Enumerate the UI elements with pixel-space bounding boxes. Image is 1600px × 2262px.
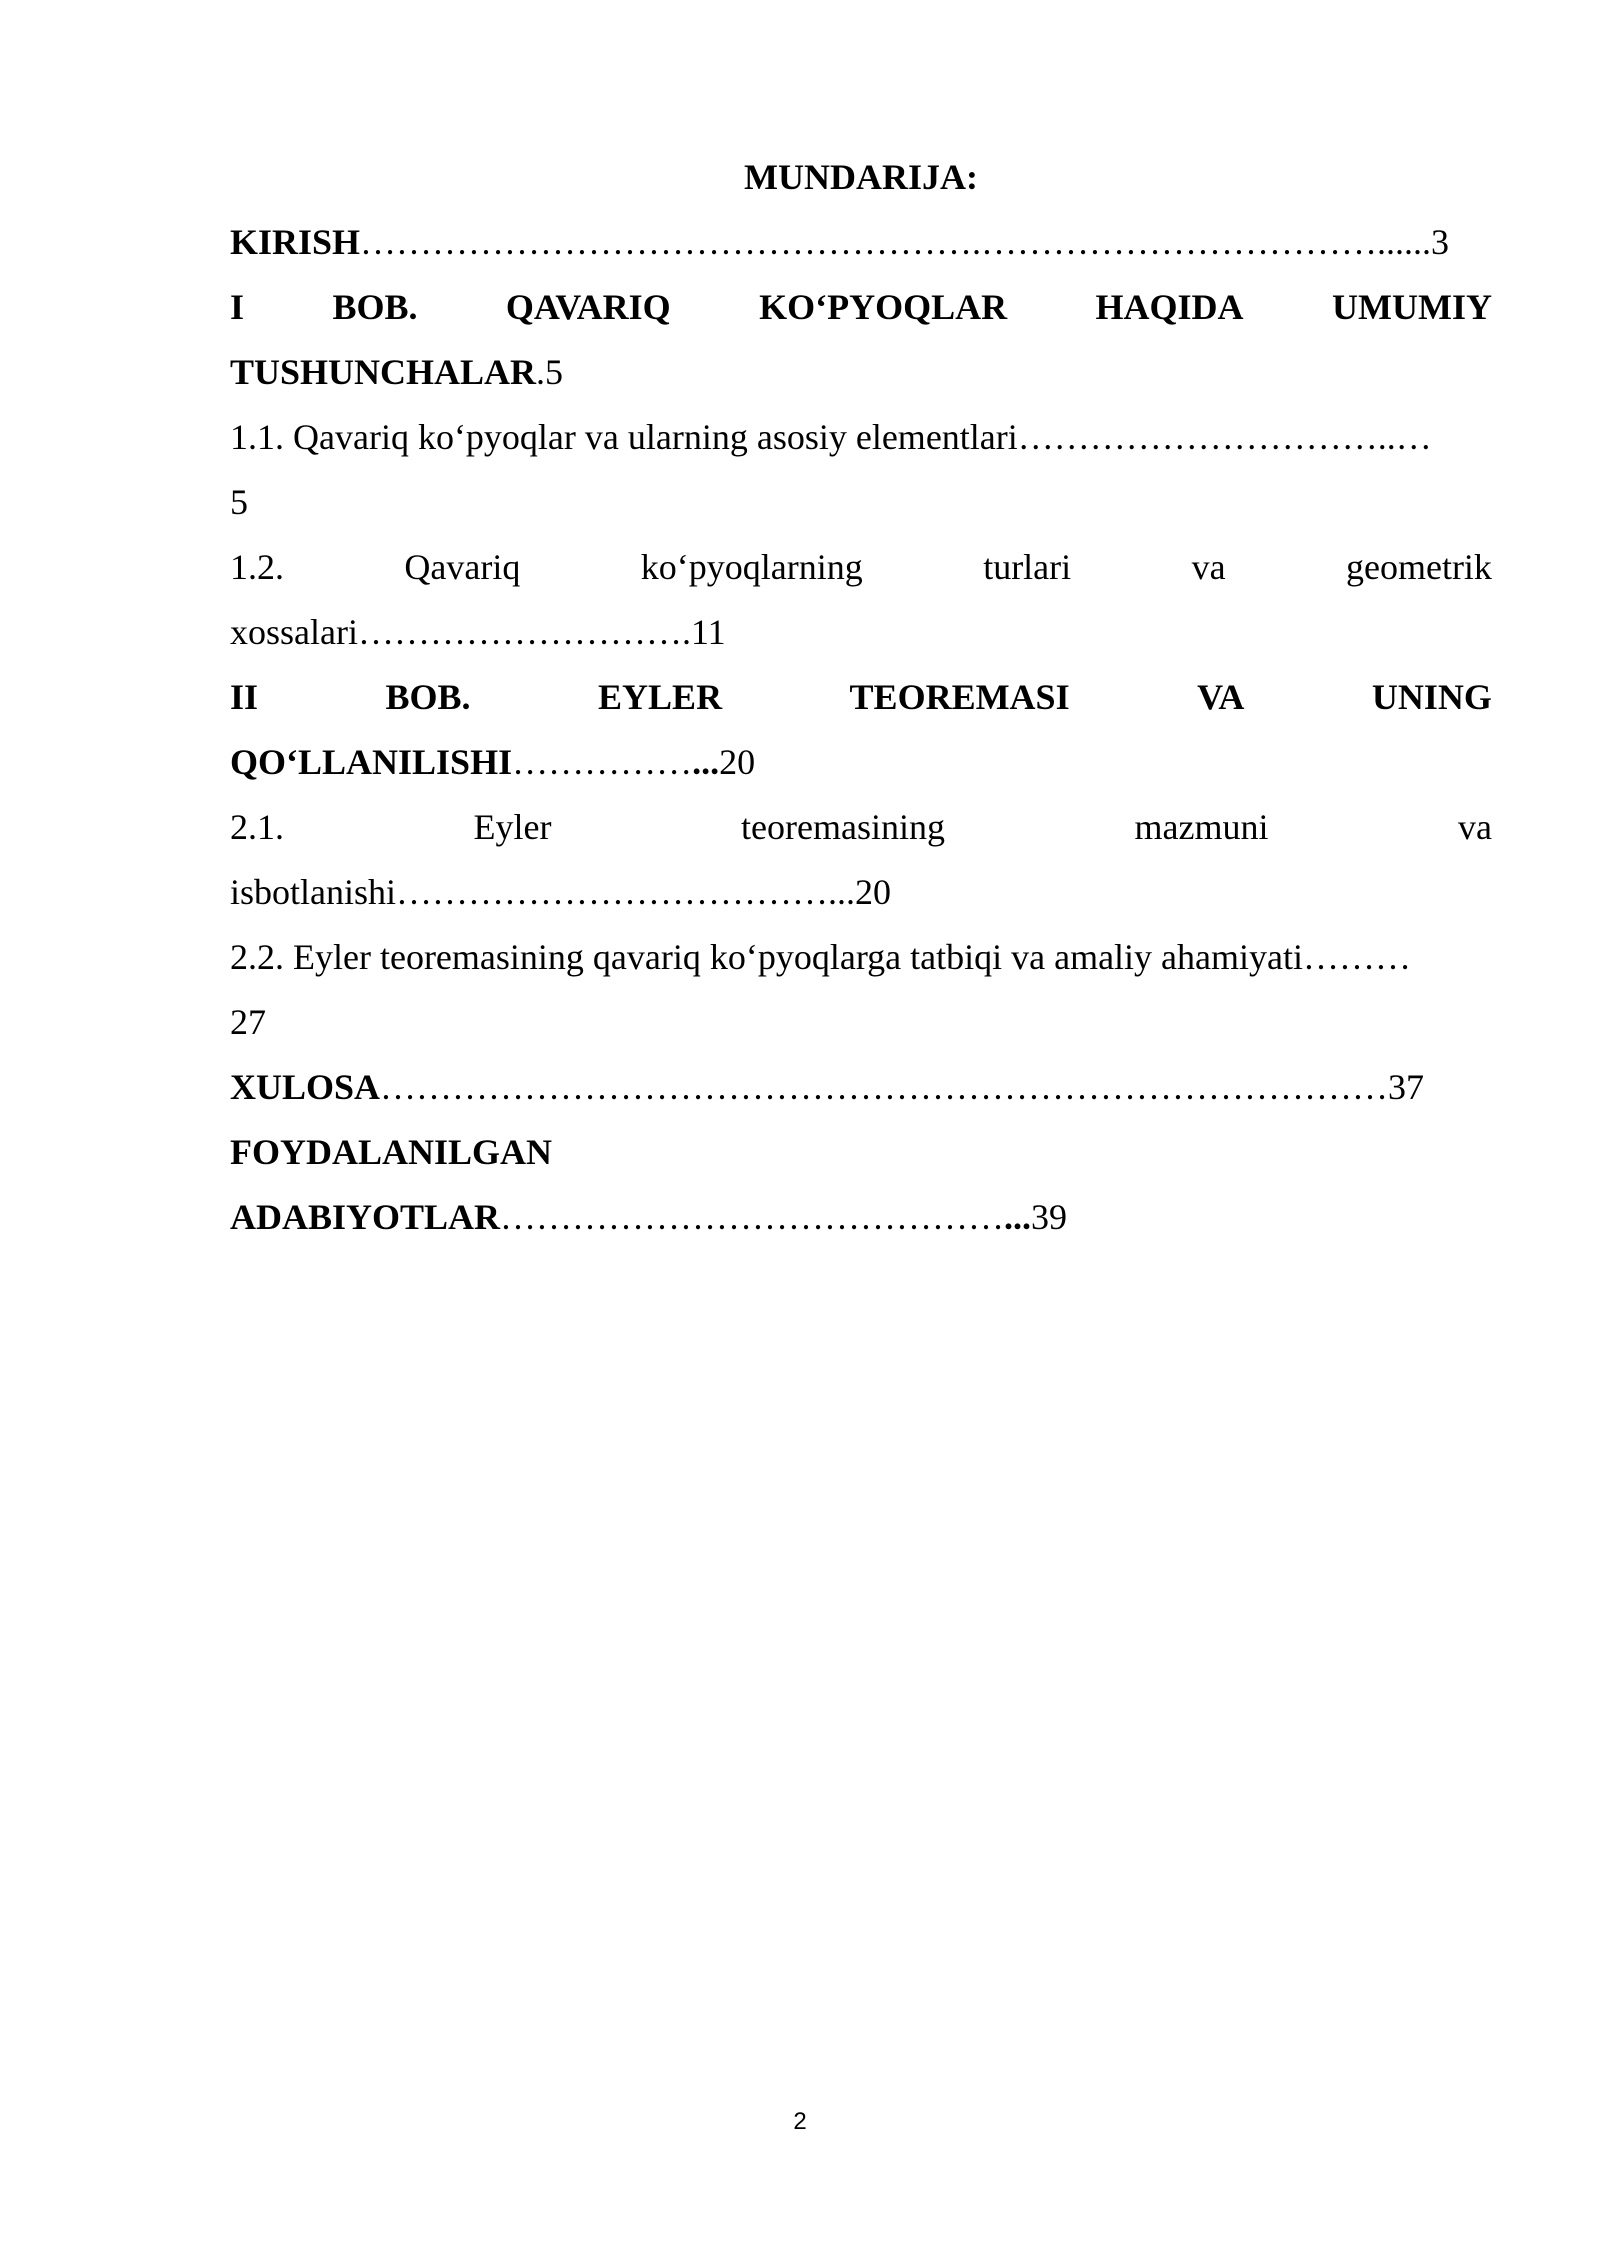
toc-title: MUNDARIJA: — [744, 157, 978, 197]
toc-entry-label: TUSHUNCHALAR — [230, 352, 537, 392]
toc-entry-page: 27 — [230, 1002, 266, 1042]
toc-entry-kirish — [230, 210, 1492, 275]
toc-word: HAQIDA — [1095, 287, 1244, 327]
toc-entry-dots: …………… — [512, 742, 693, 782]
toc-word: EYLER — [598, 677, 723, 717]
toc-entry-dots: …………………………………………….……………………………...... — [360, 222, 1432, 262]
toc-entry-section-2-1 — [230, 795, 1492, 860]
toc-word: va — [1191, 547, 1226, 587]
toc-word: II — [230, 677, 259, 717]
toc-entry-page: .5 — [536, 352, 564, 392]
toc-word: I — [230, 287, 245, 327]
toc-entry-dots-bold: ... — [1004, 1197, 1032, 1237]
toc-entry-chapter-1 — [230, 275, 1492, 340]
toc-word: ko‘pyoqlarning — [640, 547, 863, 587]
toc-word: Qavariq — [404, 547, 521, 587]
toc-word: mazmuni — [1134, 807, 1269, 847]
toc-entry-page: 20 — [719, 742, 756, 782]
toc-word: QAVARIQ — [505, 287, 671, 327]
toc-word: BOB. — [332, 287, 418, 327]
toc-word: teoremasining — [741, 807, 945, 847]
toc-entry-section-1-1: 1.1. Qavariq ko‘pyoqlar va ularning asosiy elementlari…………………………..… — [230, 417, 1432, 457]
toc-entry-references: FOYDALANILGAN — [230, 1132, 553, 1172]
toc-word: turlari — [983, 547, 1072, 587]
toc-entry-section-2-2: 2.2. Eyler teoremasining qavariq ko‘pyoqlarga tatbiqi va amaliy ahamiyati……… — [230, 937, 1412, 977]
toc-entry-chapter-2 — [230, 665, 1492, 730]
toc-word: TEOREMASI — [849, 677, 1070, 717]
toc-entry-dots: ………………………………………………………………………… — [380, 1067, 1389, 1107]
toc-entry-section-2-1-cont: isbotlanishi………………………………...20 — [230, 872, 892, 912]
toc-entry-chapter-2-cont — [230, 730, 1492, 795]
toc-word: BOB. — [385, 677, 471, 717]
toc-entry-chapter-1-cont — [230, 340, 1492, 405]
toc-entry-dots: …………………………………… — [500, 1197, 1005, 1237]
toc-entry-page: 3 — [1431, 222, 1450, 262]
toc-word: VA — [1197, 677, 1245, 717]
toc-entry-label: QO‘LLANILISHI — [230, 742, 513, 782]
toc-word: va — [1458, 807, 1492, 847]
toc-word: 1.2. — [230, 547, 284, 587]
toc-word: 2.1. — [230, 807, 284, 847]
toc-word: UMUMIY — [1331, 287, 1492, 327]
toc-entry-xulosa — [230, 1055, 1492, 1120]
toc-entry-label: XULOSA — [230, 1067, 381, 1107]
toc-entry-page: 37 — [1388, 1067, 1425, 1107]
toc-word: geometrik — [1345, 547, 1492, 587]
toc-word: UNING — [1371, 677, 1492, 717]
page-number: 2 — [793, 2108, 807, 2135]
toc-entry-page: 39 — [1031, 1197, 1068, 1237]
toc-entry-dots-bold: ... — [692, 742, 720, 782]
table-of-contents — [230, 145, 1492, 1250]
toc-entry-page: 5 — [230, 482, 248, 522]
toc-entry-label: ADABIYOTLAR — [230, 1197, 501, 1237]
toc-entry-section-1-2-cont: xossalari……………………….11 — [230, 612, 726, 652]
toc-entry-references-cont — [230, 1185, 1492, 1250]
toc-word: Eyler — [473, 807, 552, 847]
toc-entry-label: KIRISH — [230, 222, 361, 262]
toc-word: KO‘PYOQLAR — [759, 287, 1008, 327]
toc-entry-section-1-2 — [230, 535, 1492, 600]
